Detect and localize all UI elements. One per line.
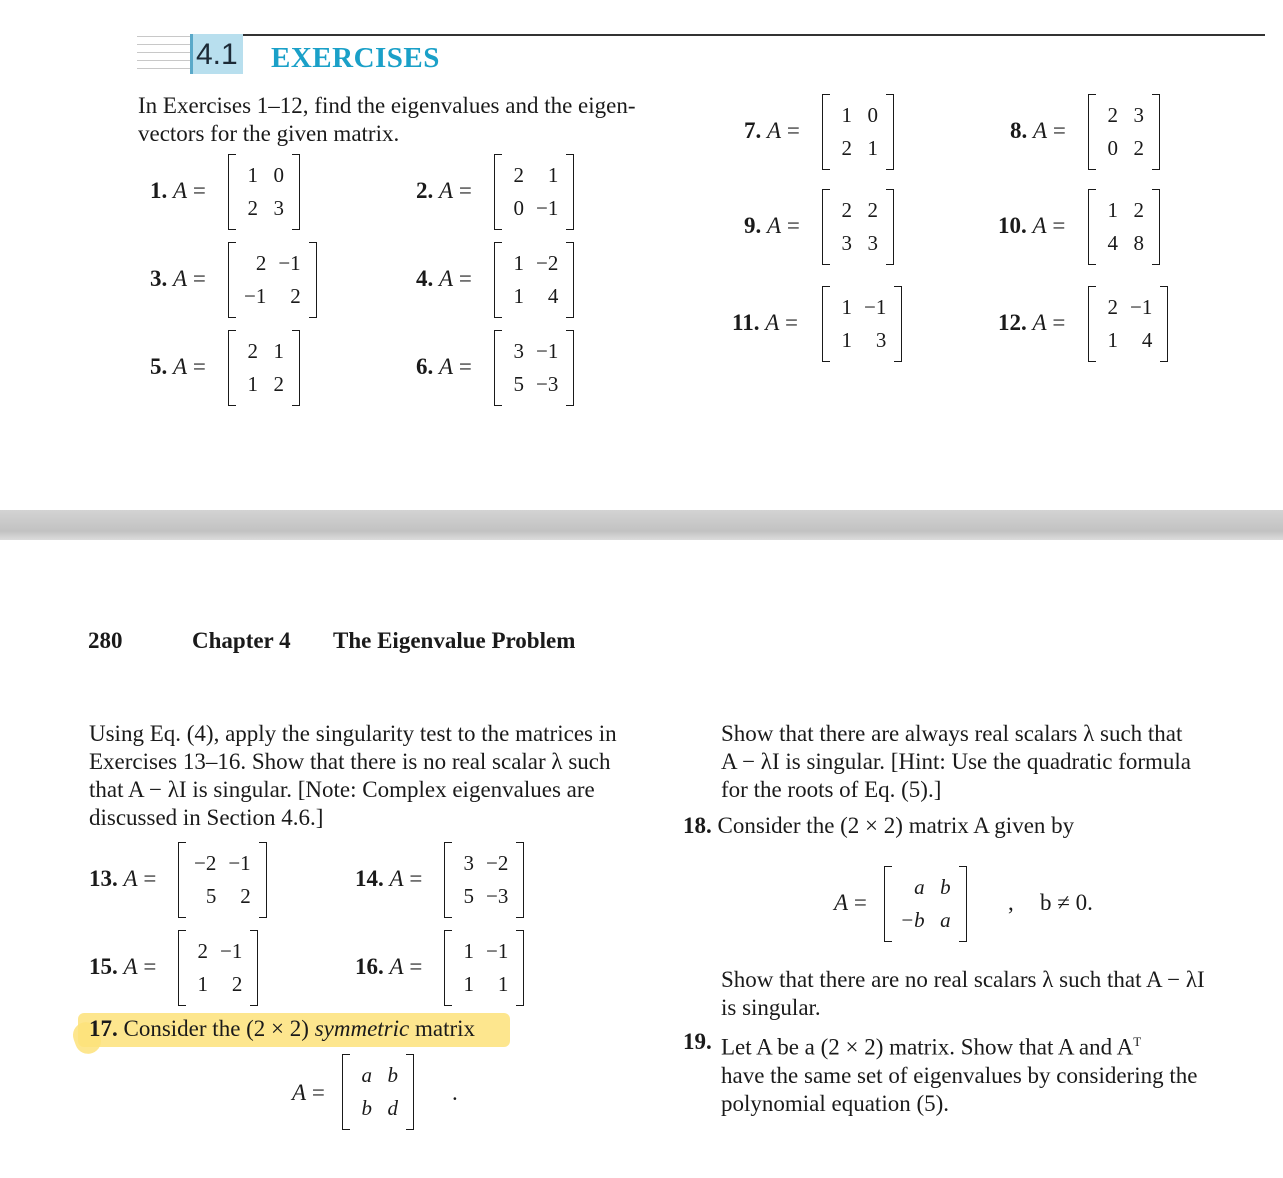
exercise-number: 3. — [150, 266, 168, 291]
exercise-number: 12. — [998, 310, 1027, 335]
exercise-8-matrix: 2 3 0 2 — [1088, 94, 1160, 170]
exercise-18-after — [721, 966, 1241, 1022]
exercise-17-matrix: a b b d — [342, 1054, 414, 1130]
exercise-3-label: 3. A = — [150, 266, 206, 291]
exercise-18-eq-label: A = — [834, 890, 867, 915]
exercise-11-matrix: 1 −1 1 3 — [822, 286, 902, 362]
exercise-11-label: 11. A = — [732, 310, 799, 335]
exercise-10-matrix: 1 2 4 8 — [1088, 189, 1160, 265]
exercise-number: 2. — [416, 178, 434, 203]
intro-line-2: vectors for the given matrix. — [138, 121, 400, 146]
ex18-after-line-2: is singular. — [721, 995, 821, 1020]
exercise-number: 16. — [355, 954, 384, 979]
left-line-1: Using Eq. (4), apply the singularity test to the matrices in — [89, 721, 617, 746]
exercise-number: 17. — [89, 1016, 118, 1041]
exercise-14-label: 14. A = — [355, 866, 423, 891]
exercise-10-label: 10. A = — [998, 213, 1066, 238]
right-line-2: A − λI is singular. [Hint: Use the quadratic formula — [721, 749, 1191, 774]
exercise-16-matrix: 1 −1 1 1 — [444, 930, 524, 1006]
section-title: EXERCISES — [271, 42, 440, 74]
exercise-1-matrix: 1 0 2 3 — [228, 154, 300, 230]
exercise-12-label: 12. A = — [998, 310, 1066, 335]
intro-line-1: In Exercises 1–12, find the eigenvalues and the eigen- — [138, 93, 636, 118]
exercise-number: 15. — [89, 954, 118, 979]
chapter-title: The Eigenvalue Problem — [333, 628, 576, 653]
exercise-3-matrix: 2 −1 −1 2 — [228, 242, 317, 318]
exercise-18-text: 18. Consider the (2 × 2) matrix A given by — [683, 813, 1075, 838]
intro-text — [138, 92, 698, 148]
exercise-1-label: 1. A = — [150, 178, 206, 203]
exercise-17-text: 17. Consider the (2 × 2) symmetric matrix — [89, 1016, 476, 1041]
exercise-19-text — [721, 1028, 1241, 1118]
superscript-t: T — [1133, 1034, 1142, 1049]
page-number: 280 — [88, 628, 123, 653]
exercise-5-label: 5. A = — [150, 354, 206, 379]
exercise-number: 13. — [89, 866, 118, 891]
exercise-17-eq-label: A = — [292, 1080, 325, 1105]
left-line-4: discussed in Section 4.6.] — [89, 805, 324, 830]
left-line-3: that A − λI is singular. [Note: Complex eigenvalues are — [89, 777, 595, 802]
exercise-8-label: 8. A = — [1010, 118, 1066, 143]
left-line-2: Exercises 13–16. Show that there is no real scalar λ such — [89, 749, 611, 774]
right-line-1: Show that there are always real scalars λ such that — [721, 721, 1183, 746]
exercise-18-condition: b ≠ 0. — [1040, 890, 1093, 915]
ex19-line-3: polynomial equation (5). — [721, 1090, 950, 1116]
exercise-2-label: 2. A = — [416, 178, 472, 203]
exercise-7-matrix: 1 0 2 1 — [822, 94, 894, 170]
exercise-number: 14. — [355, 866, 384, 891]
exercise-4-matrix: 1 −2 1 4 — [494, 242, 574, 318]
exercise-6-label: 6. A = — [416, 354, 472, 379]
page-divider — [0, 510, 1283, 540]
exercise-17-period: . — [452, 1080, 458, 1105]
exercise-12-matrix: 2 −1 1 4 — [1088, 286, 1168, 362]
right-paragraph — [721, 720, 1241, 804]
top-rule — [240, 34, 1265, 36]
exercise-9-matrix: 2 2 3 3 — [822, 189, 894, 265]
exercise-number: 18. — [683, 813, 712, 838]
ex19-line-1: Let A be a (2 × 2) matrix. Show that A and A — [721, 1034, 1134, 1060]
exercise-13-label: 13. A = — [89, 866, 157, 891]
exercise-number: 9. — [744, 213, 762, 238]
exercise-number: 8. — [1010, 118, 1028, 143]
exercise-number: 1. — [150, 178, 168, 203]
exercise-9-label: 9. A = — [744, 213, 800, 238]
exercise-number: 11. — [732, 310, 760, 335]
exercise-2-matrix: 2 1 0 −1 — [494, 154, 574, 230]
left-paragraph — [89, 720, 649, 832]
exercise-number: 7. — [744, 118, 762, 143]
exercise-16-label: 16. A = — [355, 954, 423, 979]
exercise-number: 4. — [416, 266, 434, 291]
chapter-label: Chapter 4 — [192, 628, 291, 653]
ex19-line-2: have the same set of eigenvalues by considering the — [721, 1062, 1198, 1088]
exercise-13-matrix: −2 −1 5 2 — [178, 842, 267, 918]
exercise-18-comma: , — [1008, 890, 1014, 915]
right-line-3: for the roots of Eq. (5).] — [721, 777, 942, 802]
exercise-19-number: 19. — [683, 1029, 712, 1054]
exercise-15-matrix: 2 −1 1 2 — [178, 930, 258, 1006]
exercise-6-matrix: 3 −1 5 −3 — [494, 330, 574, 406]
exercise-number: 5. — [150, 354, 168, 379]
ex18-after-line-1: Show that there are no real scalars λ such that A − λI — [721, 967, 1205, 992]
exercise-4-label: 4. A = — [416, 266, 472, 291]
exercise-number: 6. — [416, 354, 434, 379]
section-number: 4.1 — [196, 38, 238, 71]
exercise-18-matrix: a b −b a — [884, 866, 967, 942]
exercise-7-label: 7. A = — [744, 118, 800, 143]
exercise-15-label: 15. A = — [89, 954, 157, 979]
exercise-number: 10. — [998, 213, 1027, 238]
exercise-5-matrix: 2 1 1 2 — [228, 330, 300, 406]
exercise-14-matrix: 3 −2 5 −3 — [444, 842, 524, 918]
